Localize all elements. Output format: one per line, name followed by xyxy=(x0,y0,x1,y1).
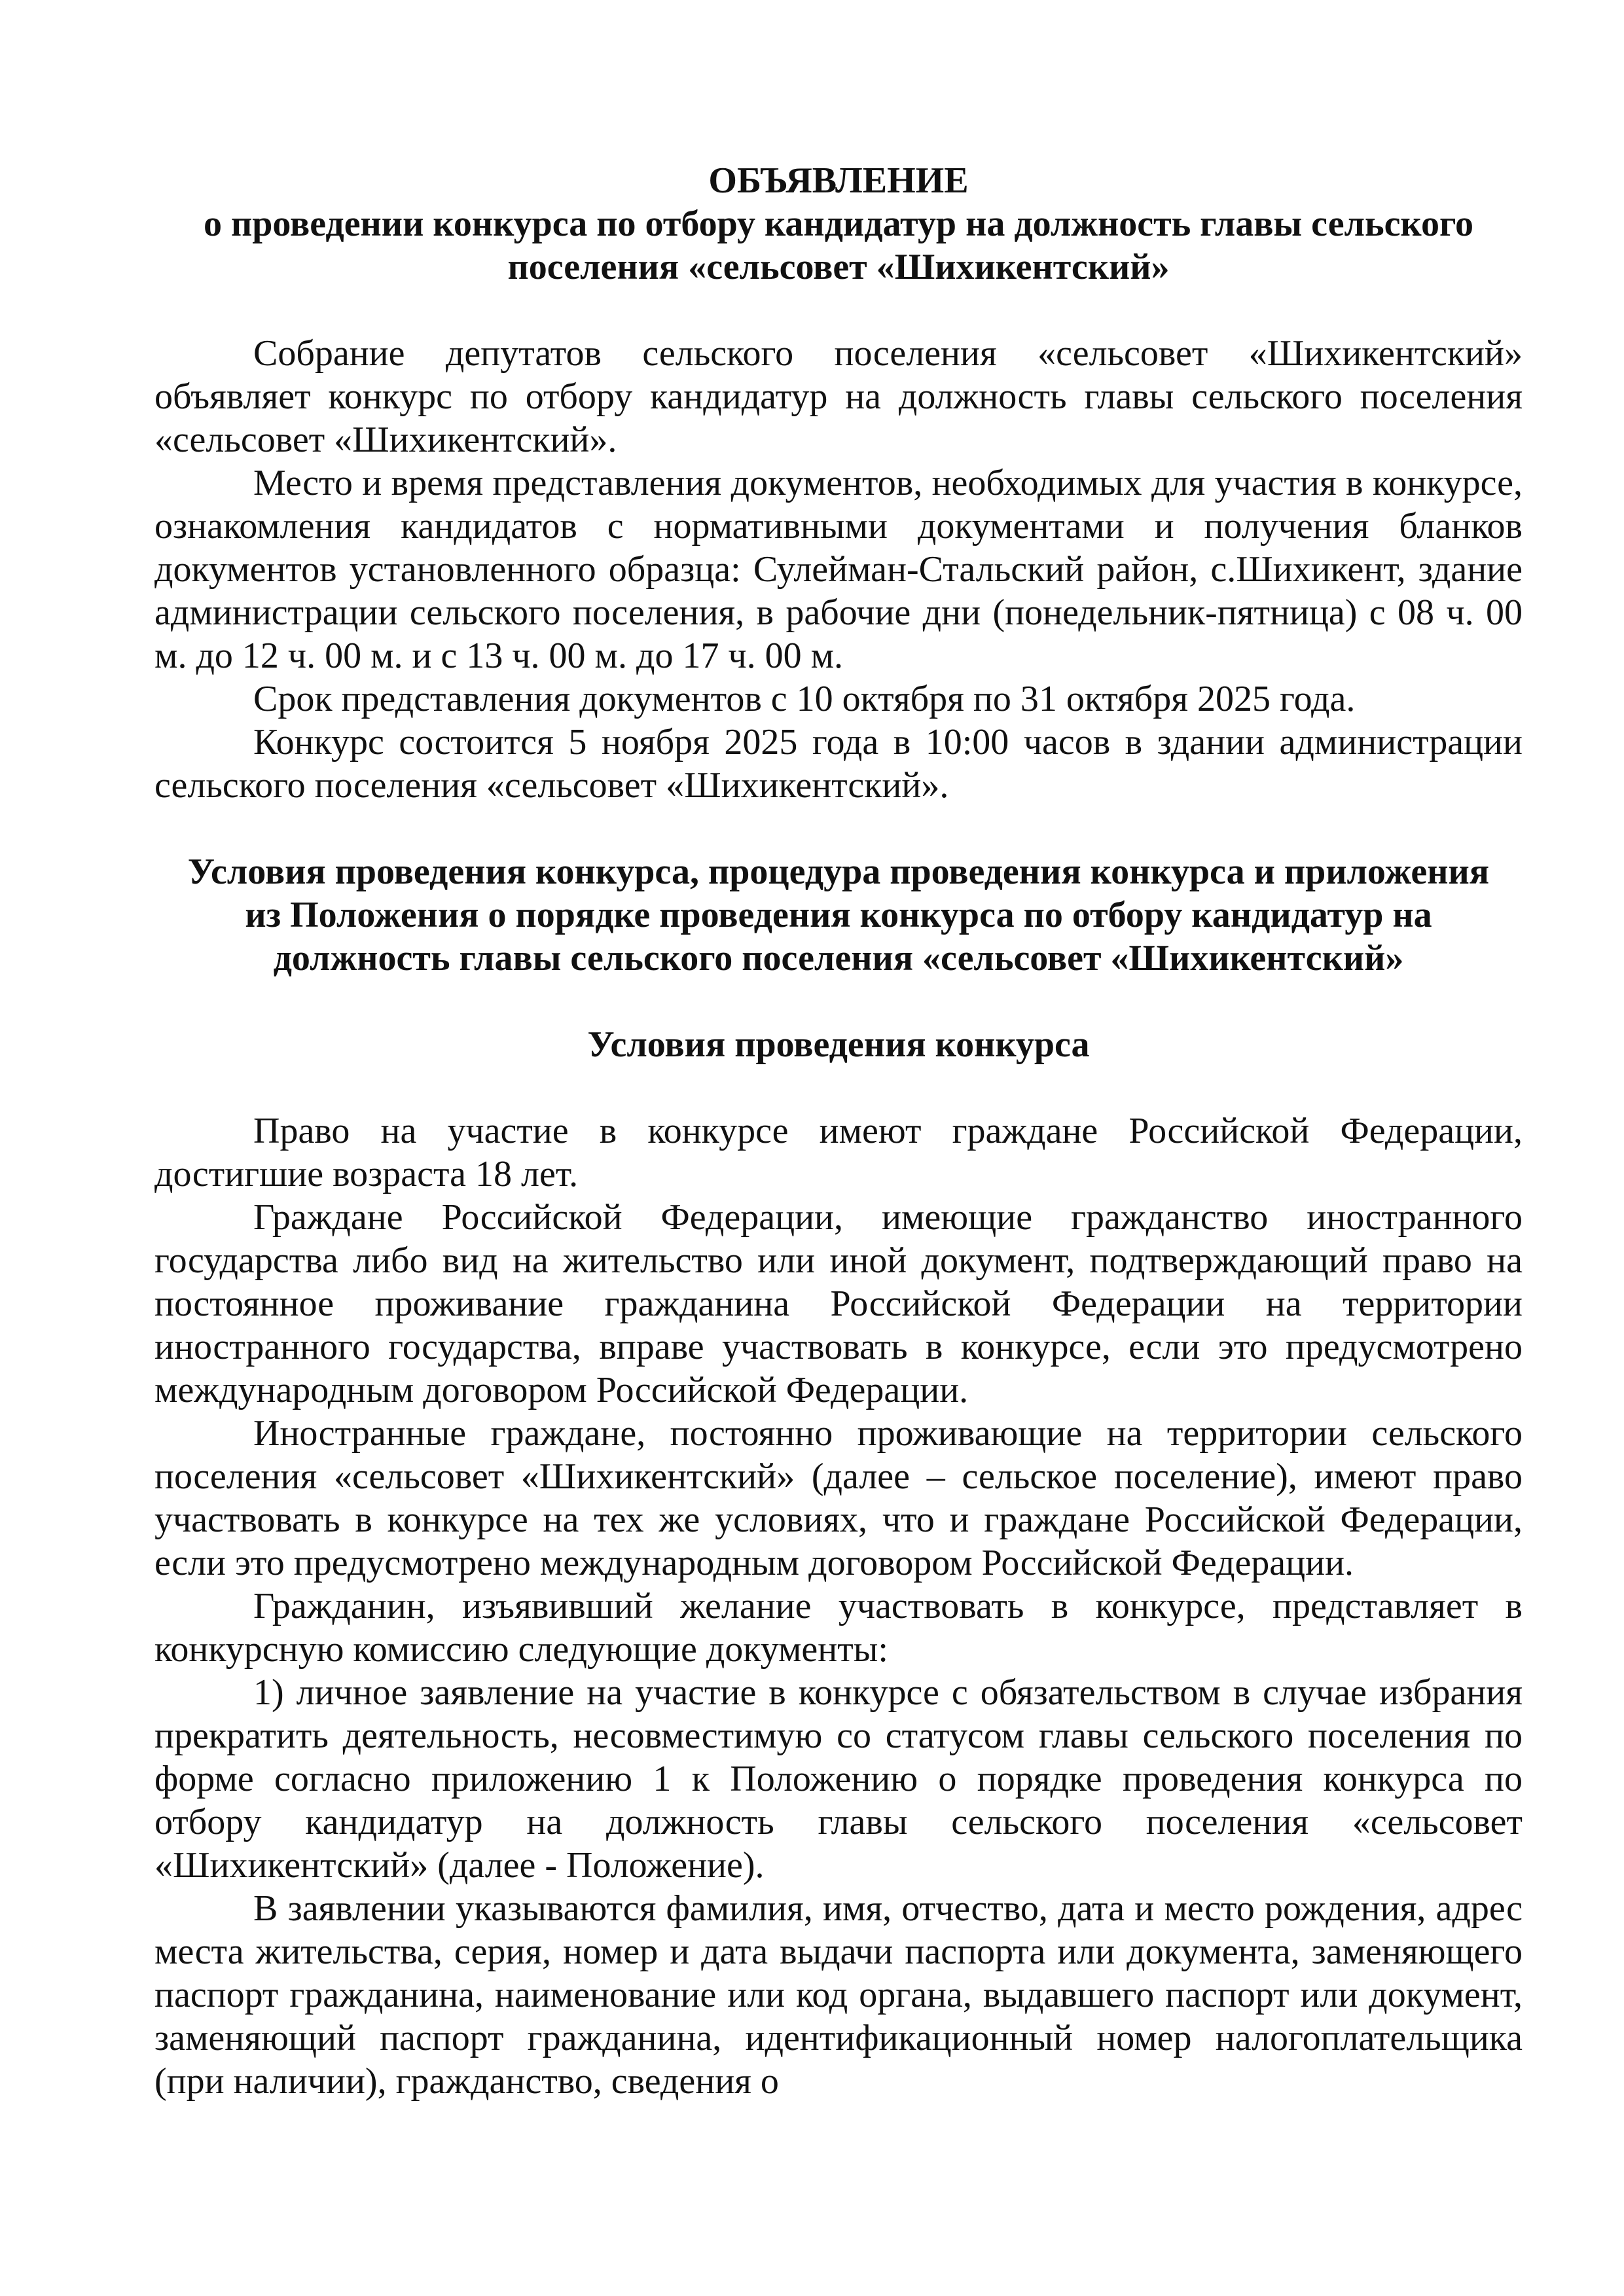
conditions-paragraph: В заявлении указываются фамилия, имя, отчество, дата и место рождения, адрес места жительства, серия, номер и дата выдачи паспорта или документа, заменяющего паспорт гражданина, наименование или код органа, выдавшего паспорт или документ, заменяющий паспорт гражданина, идентификационный номер налогоплательщика (при наличии), гражданство, сведения о xyxy=(154,1888,1523,2102)
intro-paragraph: Срок представления документов с 10 октября по 31 октября 2025 года. xyxy=(253,679,1356,719)
intro-paragraph: Место и время представления документов, необходимых для участия в конкурсе, ознакомления кандидатов с нормативными документами и получения бланков документов установленного образца: Сулейман-Стальский район, с.Шихикент, здание администрации сельского поселения, в рабочие дни (понедельник-пятница) с 08 ч. 00 м. до 12 ч. 00 м. и с 13 ч. 00 м. до 17 ч. 00 м. xyxy=(154,463,1523,676)
subsection-heading xyxy=(154,1023,1523,1066)
conditions-paragraph: Право на участие в конкурсе имеют граждане Российской Федерации, достигшие возраста 18 лет. xyxy=(154,1111,1523,1194)
document-header xyxy=(154,159,1523,289)
conditions-paragraph: Граждане Российской Федерации, имеющие гражданство иностранного государства либо вид на жительство или иной документ, подтверждающий право на постоянное проживание гражданина Российской Федерации на территории иностранного государства, вправе участвовать в конкурсе, если это предусмотрено международным договором Российской Федерации. xyxy=(154,1197,1523,1410)
conditions-paragraph: Иностранные граждане, постоянно проживающие на территории сельского поселения «сельсовет «Шихикентский» (далее – сельское поселение), имеют право участвовать в конкурсе на тех же условиях, что и граждане Российской Федерации, если это предусмотрено международным договором Российской Федерации. xyxy=(154,1413,1523,1583)
document-title: ОБЪЯВЛЕНИЕ xyxy=(708,160,969,201)
subsection-heading-text: Условия проведения конкурса xyxy=(587,1024,1090,1065)
section-heading-line: из Положения о порядке проведения конкурса по отбору кандидатур на xyxy=(245,895,1432,935)
document-subtitle-line: поселения «сельсовет «Шихикентский» xyxy=(507,247,1170,287)
intro-paragraph: Конкурс состоится 5 ноября 2025 года в 10:00 часов в здании администрации сельского поселения «сельсовет «Шихикентский». xyxy=(154,722,1523,806)
conditions-section xyxy=(154,1109,1523,2103)
section-heading-line: Условия проведения конкурса, процедура проведения конкурса и приложения xyxy=(187,852,1490,892)
conditions-paragraph: Гражданин, изъявивший желание участвовать в конкурсе, представляет в конкурсную комиссию следующие документы: xyxy=(154,1586,1523,1670)
conditions-list-item: 1) личное заявление на участие в конкурсе с обязательством в случае избрания прекратить деятельность, несовместимую со статусом главы сельского поселения по форме согласно приложению 1 к Положению о порядке проведения конкурса по отбору кандидатур на должность главы сельского поселения «сельсовет «Шихикентский» (далее - Положение). xyxy=(154,1672,1523,1886)
intro-section xyxy=(154,332,1523,807)
intro-paragraph: Собрание депутатов сельского поселения «сельсовет «Шихикентский» объявляет конкурс по отбору кандидатур на должность главы сельского поселения «сельсовет «Шихикентский». xyxy=(154,333,1523,460)
section-heading-line: должность главы сельского поселения «сельсовет «Шихикентский» xyxy=(273,938,1404,978)
section-heading xyxy=(154,850,1523,980)
document-subtitle-line: о проведении конкурса по отбору кандидатур на должность главы сельского xyxy=(203,204,1473,244)
